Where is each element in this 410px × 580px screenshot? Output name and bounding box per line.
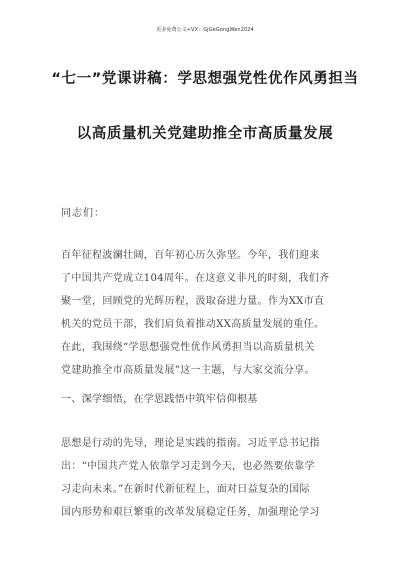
paragraph-line: 机关的党员干部，我们肩负着推动XX高质量发展的重任。 [61, 319, 325, 330]
document-title-line-1: “七一”党课讲稿：学思想强党性优作风勇担当 [51, 71, 359, 87]
document-title-line-2: 以高质量机关党建助推全市高质量发展 [76, 126, 334, 142]
header-note: 更多免费公文+VX：GjGeGongWen2024 [156, 27, 254, 33]
paragraph-line: 在此，我围绕“学思想强党性优作风勇担当以高质量机关 [61, 342, 315, 353]
section-heading: 一、深学细悟，在学思践悟中筑牢信仰根基 [61, 394, 258, 405]
paragraph-line: 党建助推全市高质量发展”这一主题，与大家交流分享。 [61, 365, 315, 376]
paragraph-line: 出：“中国共产党人依靠学习走到今天，也必然要依靠学 [61, 461, 315, 472]
paragraph-line: 思想是行动的先导，理论是实践的指南。习近平总书记指 [61, 438, 320, 449]
paragraph-line: 百年征程波澜壮阔，百年初心历久弥坚。今年，我们迎来 [61, 250, 320, 261]
paragraph-line: 了中国共产党成立104周年。在这意义非凡的时刻，我们齐 [61, 273, 330, 284]
greeting: 同志们： [61, 208, 105, 219]
paragraph-line: 国内形势和艰巨繁重的改革发展稳定任务，加强理论学习 [61, 507, 320, 518]
paragraph-line: 聚一堂，回顾党的光辉历程，汲取奋进力量。作为XX市直 [61, 296, 325, 307]
paragraph-line: 习走向未来。”在新时代新征程上，面对日益复杂的国际 [61, 484, 310, 495]
